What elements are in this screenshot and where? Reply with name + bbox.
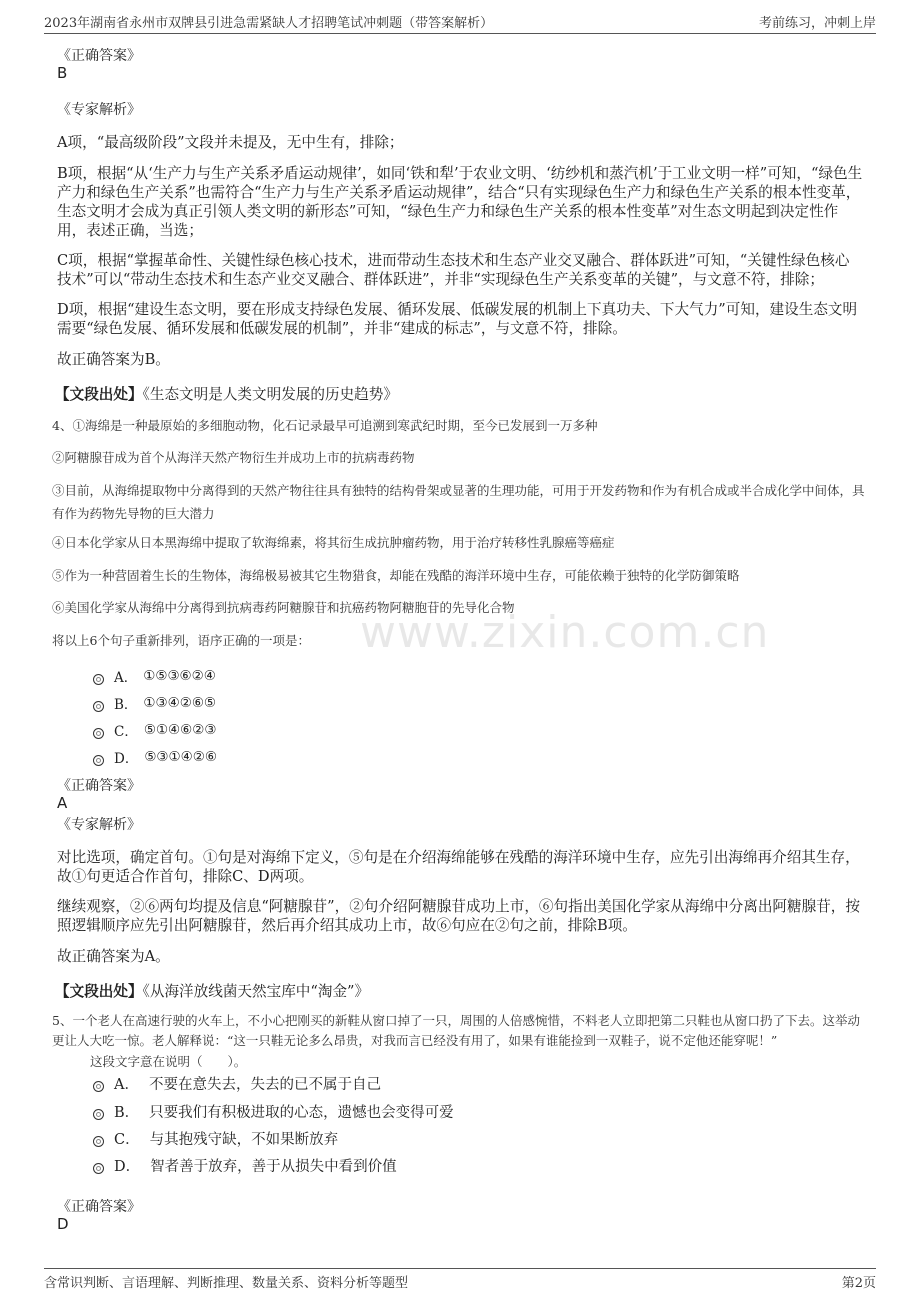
option-text: 只要我们有积极进取的心态，遗憾也会变得可爱	[149, 1105, 454, 1121]
radio-icon[interactable]	[93, 1163, 104, 1174]
option-text: ①⑤③⑥②④	[143, 668, 216, 684]
analysis-paragraph: C项，根据“掌握革命性、关键性绿色核心技术，进而带动生态技术和生态产业交叉融合、群体跃进”可知，“关键性绿色核心技术”可以“带动生态技术和生态产业交叉融合、群体跃进”，并非“实现绿色生产关系变革的关键”，与文意不符，排除；	[57, 252, 850, 288]
source-tag: 【文段出处】	[55, 386, 143, 403]
option-key: C．	[114, 1132, 140, 1148]
option-d[interactable]	[93, 747, 217, 767]
question-stem-line: ⑥美国化学家从海绵中分离得到抗病毒药阿糖腺苷和抗癌药物阿糖胞苷的先导化合物	[52, 600, 515, 615]
option-key: B．	[114, 697, 138, 713]
question-prompt: 将以上6个句子重新排列，语序正确的一项是：	[52, 633, 310, 648]
correct-answer-label: 《正确答案》	[57, 778, 141, 794]
correct-answer-value: A	[57, 794, 68, 812]
option-text: ⑤③①④②⑥	[144, 749, 217, 765]
radio-icon[interactable]	[93, 1136, 104, 1147]
expert-analysis-label: 《专家解析》	[57, 817, 141, 833]
analysis-conclusion: 故正确答案为B。	[57, 351, 170, 368]
source-tag: 【文段出处】	[55, 983, 143, 1000]
radio-icon[interactable]	[93, 1109, 104, 1120]
option-a[interactable]	[93, 1073, 381, 1094]
footer-divider	[44, 1268, 876, 1269]
source-title: 《从海洋放线菌天然宝库中“淘金”》	[142, 983, 370, 1000]
analysis-paragraph: B项，根据“从‘生产力与生产关系矛盾运动规律’，如同‘铁和犁’于农业文明、‘纺纱机和蒸汽机’于工业文明一样”可知，“绿色生产力和绿色生产关系”也需符合“生产力与生产关系矛盾运动规律”，结合“只有实现绿色生产力和绿色生产关系的根本性变革，生态文明才会成为真正引领人类文明的新形态”可知，“绿色生产力和绿色生产关系的根本性变革”对生态文明起到决定性作用，表述正确，当选；	[57, 165, 863, 239]
option-c[interactable]	[93, 720, 216, 740]
correct-answer-value: B	[57, 64, 68, 82]
header-title: 2023年湖南省永州市双牌县引进急需紧缺人才招聘笔试冲刺题（带答案解析）	[44, 16, 494, 31]
correct-answer-value: D	[57, 1215, 69, 1233]
option-text: 智者善于放弃，善于从损失中看到价值	[150, 1159, 397, 1175]
option-key: D．	[114, 1159, 141, 1175]
question-stem-line: 4、①海绵是一种最原始的多细胞动物，化石记录最早可追溯到寒武纪时期，至今已发展到一万多种	[52, 418, 598, 433]
expert-analysis-label: 《专家解析》	[57, 102, 141, 118]
analysis-paragraph: A项，“最高级阶段”文段并未提及，无中生有，排除；	[57, 134, 404, 151]
option-text: ⑤①④⑥②③	[143, 722, 217, 738]
option-b[interactable]	[93, 1101, 454, 1122]
question-stem-line: ⑤作为一种营固着生长的生物体，海绵极易被其它生物猎食，却能在残酷的海洋环境中生存，可能依赖于独特的化学防御策略	[52, 568, 740, 583]
radio-icon[interactable]	[93, 755, 104, 766]
watermark: www.zixin.com.cn	[360, 607, 770, 658]
option-text: ①③④②⑥⑤	[143, 695, 217, 711]
question-stem-line: ④日本化学家从日本黑海绵中提取了软海绵素，将其衍生成抗肿瘤药物，用于治疗转移性乳腺癌等癌症	[52, 535, 615, 550]
header-divider	[44, 33, 876, 34]
analysis-paragraph: 对比选项，确定首句。①句是对海绵下定义，⑤句是在介绍海绵能够在残酷的海洋环境中生存，应先引出海绵再介绍其生存，故①句更适合作首句，排除C、D两项。	[57, 849, 860, 885]
page-number: 第2页	[841, 1276, 876, 1291]
question-stem-line: ③目前，从海绵提取物中分离得到的天然产物往往具有独特的结构骨架或显著的生理功能，可用于开发药物和作为有机合成或半合成化学中间体，具有作为药物先导物的巨大潜力	[52, 483, 865, 521]
analysis-paragraph: D项，根据“建设生态文明，要在形成支持绿色发展、循环发展、低碳发展的机制上下真功夫、下大气力”可知，建设生态文明需要“绿色发展、循环发展和低碳发展的机制”，并非“建成的标志”，与文意不符，排除。	[57, 301, 858, 337]
analysis-paragraph: 继续观察，②⑥两句均提及信息“阿糖腺苷”，②句介绍阿糖腺苷成功上市，⑥句指出美国化学家从海绵中分离出阿糖腺苷，按照逻辑顺序应先引出阿糖腺苷，然后再介绍其成功上市，故⑥句应在②句之前，排除B项。	[57, 898, 860, 934]
option-key: B．	[114, 1105, 140, 1121]
source-title: 《生态文明是人类文明发展的历史趋势》	[142, 386, 398, 403]
option-b[interactable]	[93, 693, 216, 713]
analysis-conclusion: 故正确答案为A。	[57, 948, 170, 965]
option-text: 与其抱残守缺，不如果断放弃	[149, 1132, 339, 1148]
radio-icon[interactable]	[93, 728, 104, 739]
footer-note: 含常识判断、言语理解、判断推理、数量关系、资料分析等题型	[44, 1276, 409, 1291]
source-line	[55, 980, 369, 1001]
correct-answer-label: 《正确答案》	[57, 1199, 141, 1215]
option-d[interactable]	[93, 1155, 397, 1176]
radio-icon[interactable]	[93, 1081, 104, 1092]
radio-icon[interactable]	[93, 674, 104, 685]
header-slogan: 考前练习，冲刺上岸	[758, 16, 876, 31]
option-a[interactable]	[93, 666, 216, 686]
option-key: D．	[114, 751, 139, 767]
option-key: A．	[114, 670, 138, 686]
option-key: A．	[114, 1077, 139, 1093]
option-text: 不要在意失去，失去的已不属于自己	[148, 1077, 381, 1093]
question-stem-line: ②阿糖腺苷成为首个从海洋天然产物衍生并成功上市的抗病毒药物	[52, 450, 415, 465]
question-stem: 5、一个老人在高速行驶的火车上，不小心把刚买的新鞋从窗口掉了一只，周围的人倍感惋惜，不料老人立即把第二只鞋也从窗口扔了下去。这举动更让人大吃一惊。老人解释说：“这一只鞋无论多么昂贵，对我而言已经没有用了，如果有谁能捡到一双鞋子，说不定他还能穿呢！”	[52, 1013, 860, 1048]
question-prompt: 这段文字意在说明（ ）。	[90, 1054, 247, 1069]
option-key: C．	[114, 724, 138, 740]
source-line	[55, 383, 398, 404]
option-c[interactable]	[93, 1128, 338, 1149]
radio-icon[interactable]	[93, 701, 104, 712]
correct-answer-label: 《正确答案》	[57, 48, 141, 64]
